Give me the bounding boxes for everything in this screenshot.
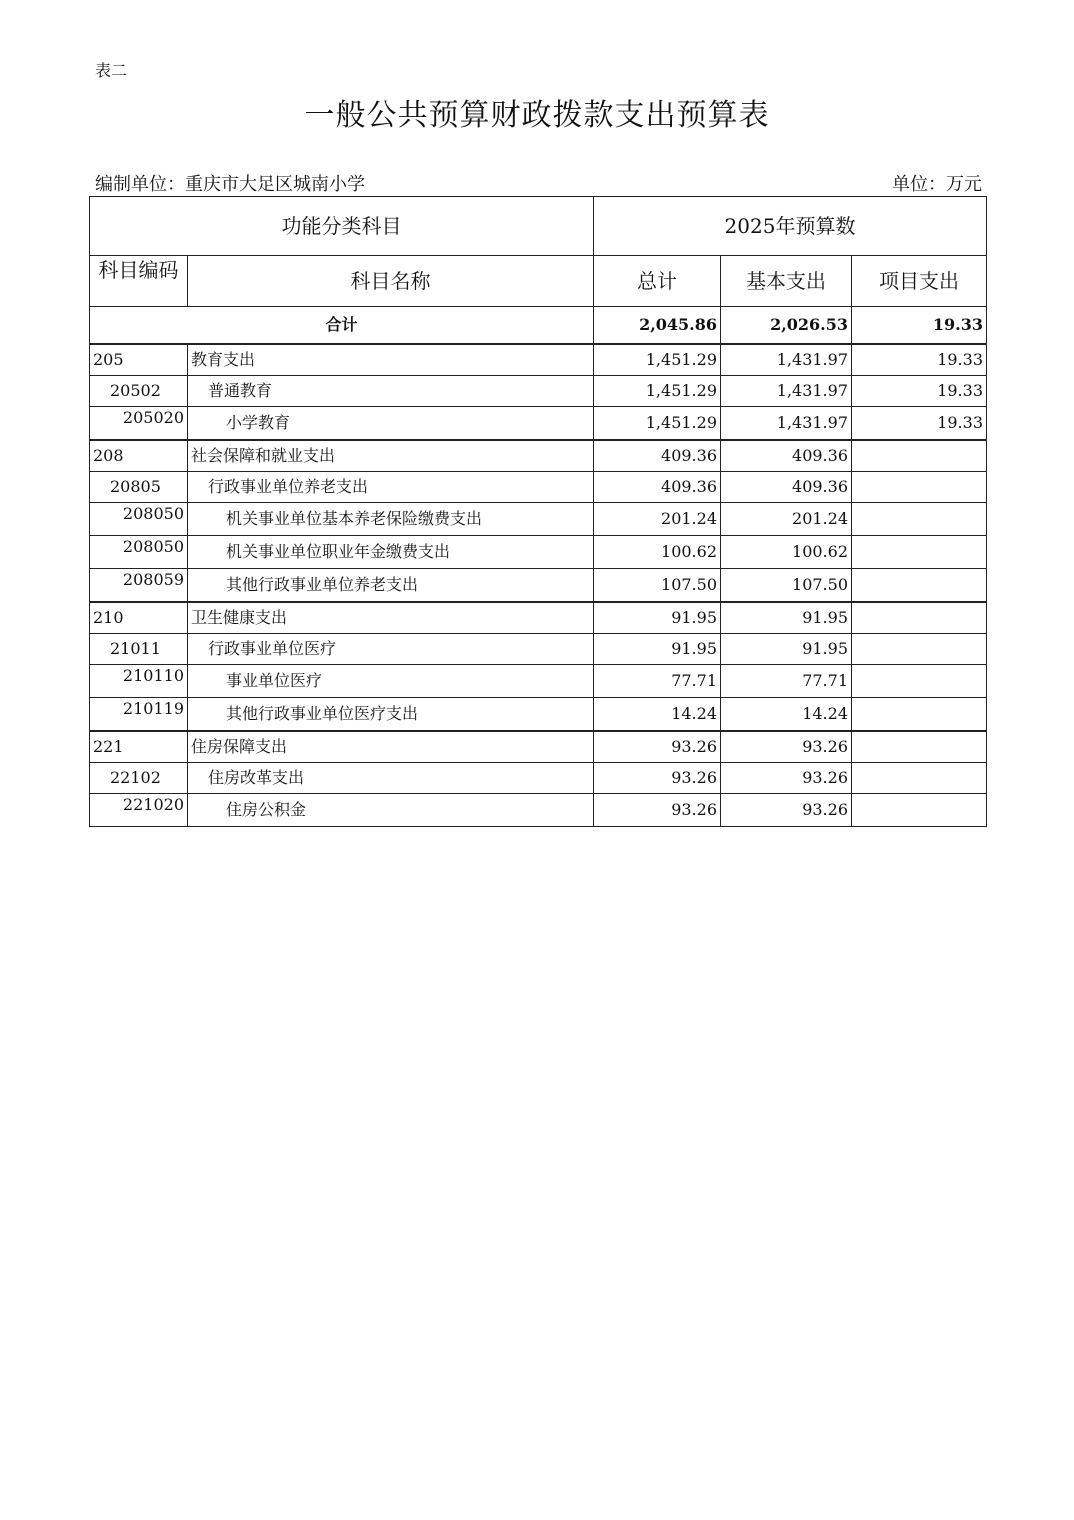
table-row [90, 794, 987, 827]
header-row-2 [90, 256, 987, 307]
row-name: 机关事业单位职业年金缴费支出 [188, 536, 594, 569]
total-sum: 2,045.86 [594, 307, 721, 345]
row-name: 机关事业单位基本养老保险缴费支出 [188, 503, 594, 536]
table-row [90, 698, 987, 732]
table-row [90, 503, 987, 536]
row-basic: 93.26 [721, 794, 852, 827]
row-basic: 409.36 [721, 472, 852, 503]
row-basic: 1,431.97 [721, 407, 852, 441]
total-basic: 2,026.53 [721, 307, 852, 345]
row-code: 210110 [90, 665, 188, 698]
row-total: 77.71 [594, 665, 721, 698]
total-header: 总计 [594, 256, 721, 307]
row-total: 100.62 [594, 536, 721, 569]
page-title: 一般公共预算财政拨款支出预算表 [304, 98, 770, 133]
row-name: 其他行政事业单位养老支出 [188, 569, 594, 603]
row-total: 1,451.29 [594, 376, 721, 407]
row-code: 205 [90, 344, 188, 376]
row-name: 行政事业单位医疗 [188, 634, 594, 665]
row-basic: 91.95 [721, 602, 852, 634]
row-total: 409.36 [594, 440, 721, 472]
name-header: 科目名称 [188, 256, 594, 307]
row-basic: 1,431.97 [721, 376, 852, 407]
budget-table [89, 196, 987, 827]
project-header: 项目支出 [852, 256, 987, 307]
row-code: 208050 [90, 536, 188, 569]
table-row [90, 731, 987, 763]
row-project: 19.33 [852, 407, 987, 441]
row-total: 91.95 [594, 602, 721, 634]
row-name: 普通教育 [188, 376, 594, 407]
total-row [90, 307, 987, 345]
row-code: 210119 [90, 698, 188, 732]
row-project [852, 536, 987, 569]
row-basic: 107.50 [721, 569, 852, 603]
table-row [90, 665, 987, 698]
row-total: 14.24 [594, 698, 721, 732]
row-code: 208050 [90, 503, 188, 536]
row-total: 93.26 [594, 763, 721, 794]
row-project [852, 503, 987, 536]
row-name: 社会保障和就业支出 [188, 440, 594, 472]
table-row [90, 344, 987, 376]
row-code: 20805 [90, 472, 188, 503]
row-basic: 77.71 [721, 665, 852, 698]
row-project [852, 472, 987, 503]
row-project [852, 440, 987, 472]
row-project: 19.33 [852, 376, 987, 407]
row-total: 93.26 [594, 794, 721, 827]
basic-header: 基本支出 [721, 256, 852, 307]
row-project [852, 794, 987, 827]
row-basic: 93.26 [721, 731, 852, 763]
row-name: 小学教育 [188, 407, 594, 441]
table-row [90, 407, 987, 441]
code-header: 科目编码 [90, 256, 188, 307]
row-name: 行政事业单位养老支出 [188, 472, 594, 503]
table-label: 表二 [95, 61, 128, 80]
row-project [852, 569, 987, 603]
total-project: 19.33 [852, 307, 987, 345]
row-basic: 1,431.97 [721, 344, 852, 376]
table-row [90, 376, 987, 407]
row-basic: 201.24 [721, 503, 852, 536]
row-basic: 93.26 [721, 763, 852, 794]
row-code: 208 [90, 440, 188, 472]
row-project: 19.33 [852, 344, 987, 376]
year-group-header: 2025年预算数 [594, 197, 987, 256]
table-row [90, 602, 987, 634]
row-basic: 409.36 [721, 440, 852, 472]
table-row [90, 536, 987, 569]
row-code: 210 [90, 602, 188, 634]
row-total: 1,451.29 [594, 407, 721, 441]
row-project [852, 763, 987, 794]
table-row [90, 440, 987, 472]
row-basic: 91.95 [721, 634, 852, 665]
row-code: 208059 [90, 569, 188, 603]
row-basic: 14.24 [721, 698, 852, 732]
row-total: 93.26 [594, 731, 721, 763]
row-total: 91.95 [594, 634, 721, 665]
row-basic: 100.62 [721, 536, 852, 569]
total-label: 合计 [90, 307, 594, 345]
row-project [852, 602, 987, 634]
row-total: 107.50 [594, 569, 721, 603]
row-name: 事业单位医疗 [188, 665, 594, 698]
row-code: 20502 [90, 376, 188, 407]
org-label: 编制单位：重庆市大足区城南小学 [95, 174, 365, 195]
row-name: 其他行政事业单位医疗支出 [188, 698, 594, 732]
func-group-header: 功能分类科目 [90, 197, 594, 256]
row-name: 教育支出 [188, 344, 594, 376]
row-name: 住房改革支出 [188, 763, 594, 794]
table-row [90, 569, 987, 603]
row-project [852, 665, 987, 698]
row-code: 221020 [90, 794, 188, 827]
row-code: 22102 [90, 763, 188, 794]
table-row [90, 763, 987, 794]
row-code: 21011 [90, 634, 188, 665]
row-total: 201.24 [594, 503, 721, 536]
row-project [852, 731, 987, 763]
row-code: 205020 [90, 407, 188, 441]
row-total: 1,451.29 [594, 344, 721, 376]
unit-label: 单位：万元 [892, 174, 982, 195]
table-row [90, 472, 987, 503]
row-project [852, 634, 987, 665]
row-total: 409.36 [594, 472, 721, 503]
row-name: 住房保障支出 [188, 731, 594, 763]
header-row-1 [90, 197, 987, 256]
row-name: 住房公积金 [188, 794, 594, 827]
row-name: 卫生健康支出 [188, 602, 594, 634]
row-code: 221 [90, 731, 188, 763]
row-project [852, 698, 987, 732]
table-row [90, 634, 987, 665]
